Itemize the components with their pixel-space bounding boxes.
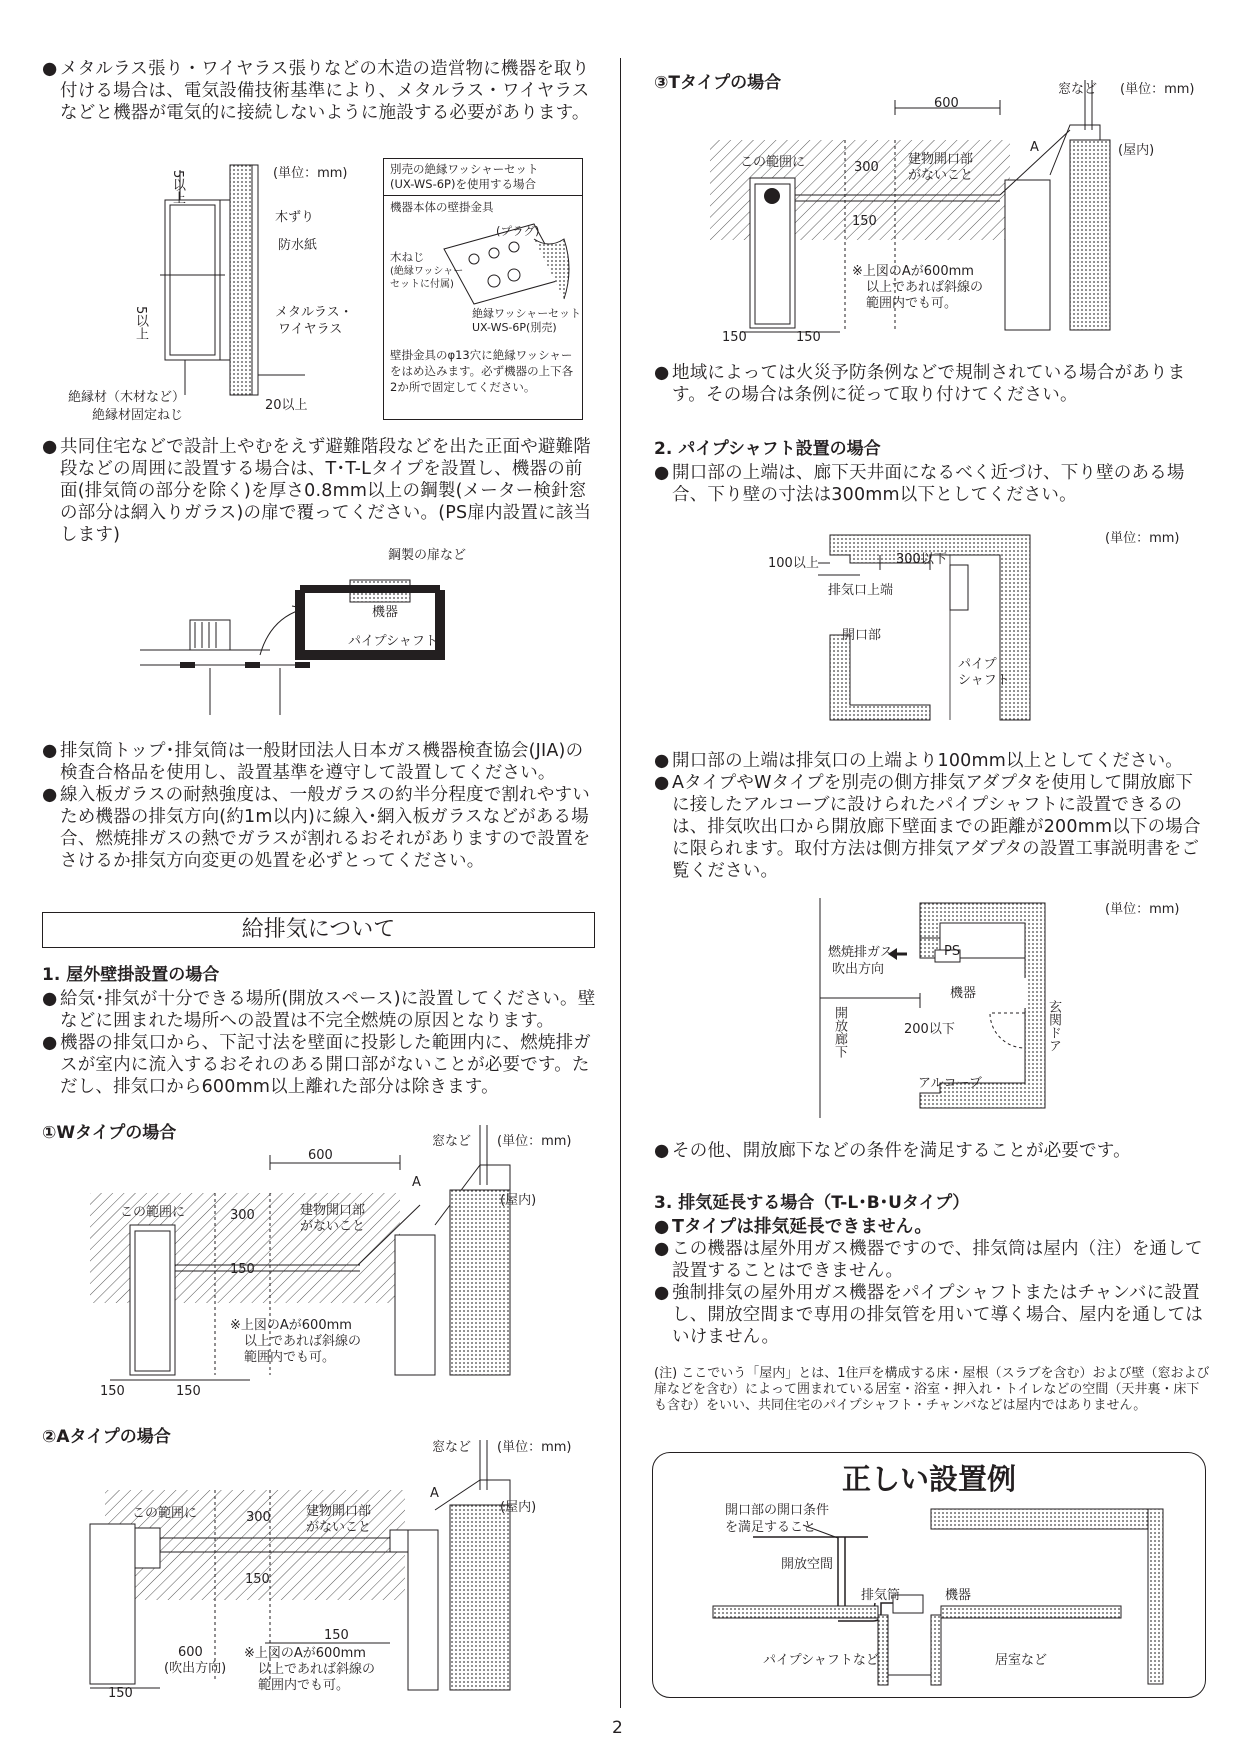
heading-exhaust-extension: 3. 排気延長する場合（T-L･B･Uタイプ） xyxy=(654,1193,970,1213)
ps-opening-label: 開口部 xyxy=(842,628,882,643)
correct-example-box xyxy=(652,1452,1206,1698)
t-unit-label: (単位：mm) xyxy=(1120,82,1195,97)
paragraph-opening-top: ● 開口部の上端は、廊下天井面になるべく近づけ、下り壁のある場合、下り壁の寸法は300mm以下としてください。 xyxy=(654,463,1185,505)
t-indoor-label: (屋内) xyxy=(1118,143,1155,158)
example-pipe-shaft: パイプシャフトなど xyxy=(763,1653,879,1668)
paragraph-metal-lath: ● メタルラス張り・ワイヤラス張りなどの木造の造営物に機器を取り付ける場合は、電気設備技術基準により、メタルラス・ワイヤラスなどと機器が電気的に接続しないように施設する必要があります。 xyxy=(42,59,590,123)
a-range-label: この範囲に xyxy=(132,1506,198,1521)
w-dim-300: 300 xyxy=(230,1208,255,1223)
wood-screw-note-1: (絶縁ワッシャー xyxy=(390,266,464,277)
t-dim-150-b: 150 xyxy=(796,330,821,345)
w-note-2: 以上であれば斜線の xyxy=(244,1334,362,1349)
paragraph-outdoor-appliance: ● この機器は屋外用ガス機器ですので、排気筒は屋内（注）を通して設置することはできません。 xyxy=(654,1239,1203,1281)
steel-door-label: 鋼製の扉など xyxy=(388,548,467,563)
heading-pipe-shaft: 2. パイプシャフト設置の場合 xyxy=(654,439,881,459)
w-note-3: 範囲内でも可。 xyxy=(244,1350,336,1365)
a-note-2: 以上であれば斜線の xyxy=(258,1662,376,1677)
kizuri-label: 木ずり xyxy=(275,210,315,225)
a-dim-a: A xyxy=(430,1486,439,1501)
washer-box-title-1: 別売の絶縁ワッシャーセット xyxy=(390,162,539,176)
w-no-opening-1: 建物開口部 xyxy=(300,1203,366,1218)
a-dim-600: 600 xyxy=(178,1645,203,1660)
wood-screw-note-2: セットに付属) xyxy=(390,279,454,290)
paragraph-projection: ● 機器の排気口から、下記寸法を壁面に投影した範囲内に、燃焼排ガスが室内に流入するおそれのある開口部がないことが必要です。ただし、排気口から600mm以上離れた部分は除きます。 xyxy=(42,1033,591,1097)
t-window-label: 窓など xyxy=(1058,82,1098,97)
pipe-shaft-door-diagram xyxy=(140,560,500,720)
example-condition-1: 開口部の開口条件 xyxy=(725,1503,830,1518)
t-dim-600: 600 xyxy=(934,96,959,111)
w-dim-600: 600 xyxy=(308,1148,333,1163)
washer-box-note: 壁掛金具のφ13穴に絶縁ワッシャーをはめ込みます。必ず機器の上下各2か所で固定してください。 xyxy=(390,348,574,394)
ps-dim-100: 100以上 xyxy=(768,556,819,571)
paragraph-forced-exhaust: ● 強制排気の屋外用ガス機器をパイプシャフトまたはチャンバに設置し、開放空間まで専用の排気管を用いて導く場合、屋内を通してはいけません。 xyxy=(654,1283,1203,1347)
w-window-label: 窓など xyxy=(432,1134,472,1149)
w-type-diagram xyxy=(90,1125,610,1395)
t-note-3: 範囲内でも可。 xyxy=(866,296,958,311)
wood-wall-diagram xyxy=(60,160,390,420)
t-dim-300: 300 xyxy=(854,160,879,175)
a-dim-150-v: 150 xyxy=(245,1572,270,1587)
page-number: 2 xyxy=(612,1718,623,1738)
alcove-dim-200: 200以下 xyxy=(904,1022,955,1037)
alcove-flue-label-2: 吹出方向 xyxy=(832,962,885,977)
w-range-label: この範囲に xyxy=(120,1205,186,1220)
heading-t-type: ③Tタイプの場合 xyxy=(654,73,782,93)
washer-box-title-2: (UX-WS-6P)を使用する場合 xyxy=(390,177,536,191)
w-dim-150-b: 150 xyxy=(176,1384,201,1399)
alcove-door-label: 玄関ドア xyxy=(1046,1000,1061,1052)
w-unit-label: (単位：mm) xyxy=(497,1134,572,1149)
dim-bottom-label: 5以上 xyxy=(133,306,148,341)
example-living-room: 居室など xyxy=(995,1653,1048,1668)
t-dim-150-a: 150 xyxy=(722,330,747,345)
a-dim-150-b: 150 xyxy=(108,1686,133,1701)
heading-w-type: ①Wタイプの場合 xyxy=(42,1123,177,1143)
section-title-box: 給排気について xyxy=(42,912,595,948)
ps-pipe-label-2: シャフト xyxy=(958,673,1010,688)
bousuishi-label: 防水紙 xyxy=(278,238,318,253)
insulator-label: 絶縁材（木材など） xyxy=(68,390,186,405)
indoor-definition-note: (注) ここでいう「屋内」とは、1住戸を構成する床・屋根（スラブを含む）および壁（窓および扉などを含む）によって囲まれている居室・浴室・押入れ・トイレなどの空間（天井裏・床下も含む）をいい、共同住宅のパイプシャフト・チャンバなどは屋内ではありません。 xyxy=(654,1366,1210,1413)
alcove-appliance-label: 機器 xyxy=(950,986,977,1001)
washer-model-label: UX-WS-6P(別売) xyxy=(472,321,557,334)
appliance-label: 機器 xyxy=(372,605,399,620)
paragraph-side-exhaust: ● AタイプやWタイプを別売の側方排気アダプタを使用して開放廊下に接したアルコーブに設けられたパイプシャフトに設置できるのは、排気吹出口から開放廊下壁面までの距離が200mm以下の場合に限られます。取付方法は側方排気アダプタの設置工事説明書をご覧ください。 xyxy=(654,773,1201,881)
alcove-flue-label-1: 燃焼排ガス xyxy=(828,945,894,960)
w-dim-a: A xyxy=(412,1175,421,1190)
w-indoor-label: (屋内) xyxy=(500,1193,537,1208)
example-exhaust-pipe: 排気筒 xyxy=(861,1588,901,1603)
alcove-label: アルコーブ xyxy=(918,1076,982,1091)
washer-set-box xyxy=(383,158,583,420)
ps-unit-label: (単位：mm) xyxy=(1105,531,1180,546)
a-note-3: 範囲内でも可。 xyxy=(258,1678,350,1693)
a-dim-300: 300 xyxy=(246,1510,271,1525)
plug-label: (プラグ) xyxy=(496,224,540,238)
pipe-shaft-label: パイプシャフト xyxy=(348,634,438,649)
ps-dim-300: 300以下 xyxy=(896,552,947,567)
t-note-2: 以上であれば斜線の xyxy=(866,280,984,295)
paragraph-100mm: ● 開口部の上端は排気口の上端より100mm以上としてください。 xyxy=(654,751,1183,771)
a-unit-label: (単位：mm) xyxy=(497,1440,572,1455)
wire-lath-label: ワイヤラス xyxy=(278,322,343,337)
paragraph-other-conditions: ● その他、開放廊下などの条件を満足することが必要です。 xyxy=(654,1141,1131,1161)
wall-bracket-label: 機器本体の壁掛金具 xyxy=(390,200,494,214)
t-dim-150-v: 150 xyxy=(852,214,877,229)
metal-lath-label: メタルラス・ xyxy=(275,305,353,320)
w-no-opening-2: がないこと xyxy=(300,1219,366,1234)
paragraph-t-no-extension: ● Tタイプは排気延長できません。 xyxy=(654,1217,933,1237)
heading-outdoor-wall: 1. 屋外壁掛設置の場合 xyxy=(42,965,220,985)
ps-pipe-label-1: パイプ xyxy=(958,657,997,672)
a-no-opening-1: 建物開口部 xyxy=(306,1504,372,1519)
heading-a-type: ②Aタイプの場合 xyxy=(42,1427,171,1447)
a-blow-direction: (吹出方向) xyxy=(164,1661,227,1676)
t-no-opening-1: 建物開口部 xyxy=(908,152,974,167)
example-open-space: 開放空間 xyxy=(781,1557,834,1572)
t-dim-a: A xyxy=(1030,140,1039,155)
paragraph-fire-ordinance: ● 地域によっては火災予防条例などで規制されている場合があります。その場合は条例に従って取り付けてください。 xyxy=(654,363,1186,405)
alcove-unit-label: (単位：mm) xyxy=(1105,902,1180,917)
washer-set-label: 絶縁ワッシャーセット xyxy=(472,307,582,320)
a-note-1: ※上図のAが600mm xyxy=(244,1646,366,1661)
column-divider xyxy=(620,58,621,1708)
paragraph-evacuation: ● 共同住宅などで設計上やむをえず避難階段などを出た正面や避難階段などの周囲に設置する場合は、T･T-Lタイプを設置し、機器の前面(排気筒の部分を除く)を厚さ0.8mm以上の鋼製(メーター検針窓の部分は網入りガラス)の扉で覆ってください。(PS扉内設置に該当します) xyxy=(42,437,592,545)
a-indoor-label: (屋内) xyxy=(500,1500,537,1515)
dim-20-label: 20以上 xyxy=(265,398,308,413)
insulator-screw-label: 絶縁材固定ねじ xyxy=(92,408,184,423)
a-no-opening-2: がないこと xyxy=(306,1520,372,1535)
t-no-opening-2: がないこと xyxy=(908,168,974,183)
w-dim-150-a: 150 xyxy=(100,1384,125,1399)
alcove-corridor-label: 開放廊下 xyxy=(832,1006,847,1058)
ps-exhaust-top-label: 排気口上端 xyxy=(828,583,894,598)
a-window-label: 窓など xyxy=(432,1440,472,1455)
t-range-label: この範囲に xyxy=(740,155,806,170)
paragraph-jia: ● 排気筒トップ･排気筒は一般財団法人日本ガス機器検査協会(JIA)の検査合格品を使用し、設置基準を遵守して設置してください。 xyxy=(42,741,584,783)
w-dim-150-v: 150 xyxy=(230,1262,255,1277)
paragraph-ventilation: ● 給気･排気が十分できる場所(開放スペース)に設置してください。壁などに囲まれた場所への設置は不完全燃焼の原因となります。 xyxy=(42,989,596,1031)
unit-label: (単位：mm) xyxy=(273,166,348,181)
a-dim-150-h: 150 xyxy=(324,1628,349,1643)
alcove-ps-label: PS xyxy=(944,944,961,959)
w-note-1: ※上図のAが600mm xyxy=(230,1318,352,1333)
dim-top-label: 5以上 xyxy=(170,170,185,205)
t-note-1: ※上図のAが600mm xyxy=(852,264,974,279)
example-condition-2: を満足すること xyxy=(725,1520,817,1535)
paragraph-wired-glass: ● 線入板ガラスの耐熱強度は、一般ガラスの約半分程度で割れやすいため機器の排気方向(約1m以内)に線入･網入板ガラスなどがある場合、燃焼排ガスの熱でガラスが割れるおそれがありますので設置をさけるか排気方向変更の処置を必ずとってください。 xyxy=(42,785,591,871)
example-appliance: 機器 xyxy=(945,1588,972,1603)
wood-screw-label: 木ねじ xyxy=(390,250,425,264)
correct-example-title: 正しい設置例 xyxy=(841,1462,1016,1496)
